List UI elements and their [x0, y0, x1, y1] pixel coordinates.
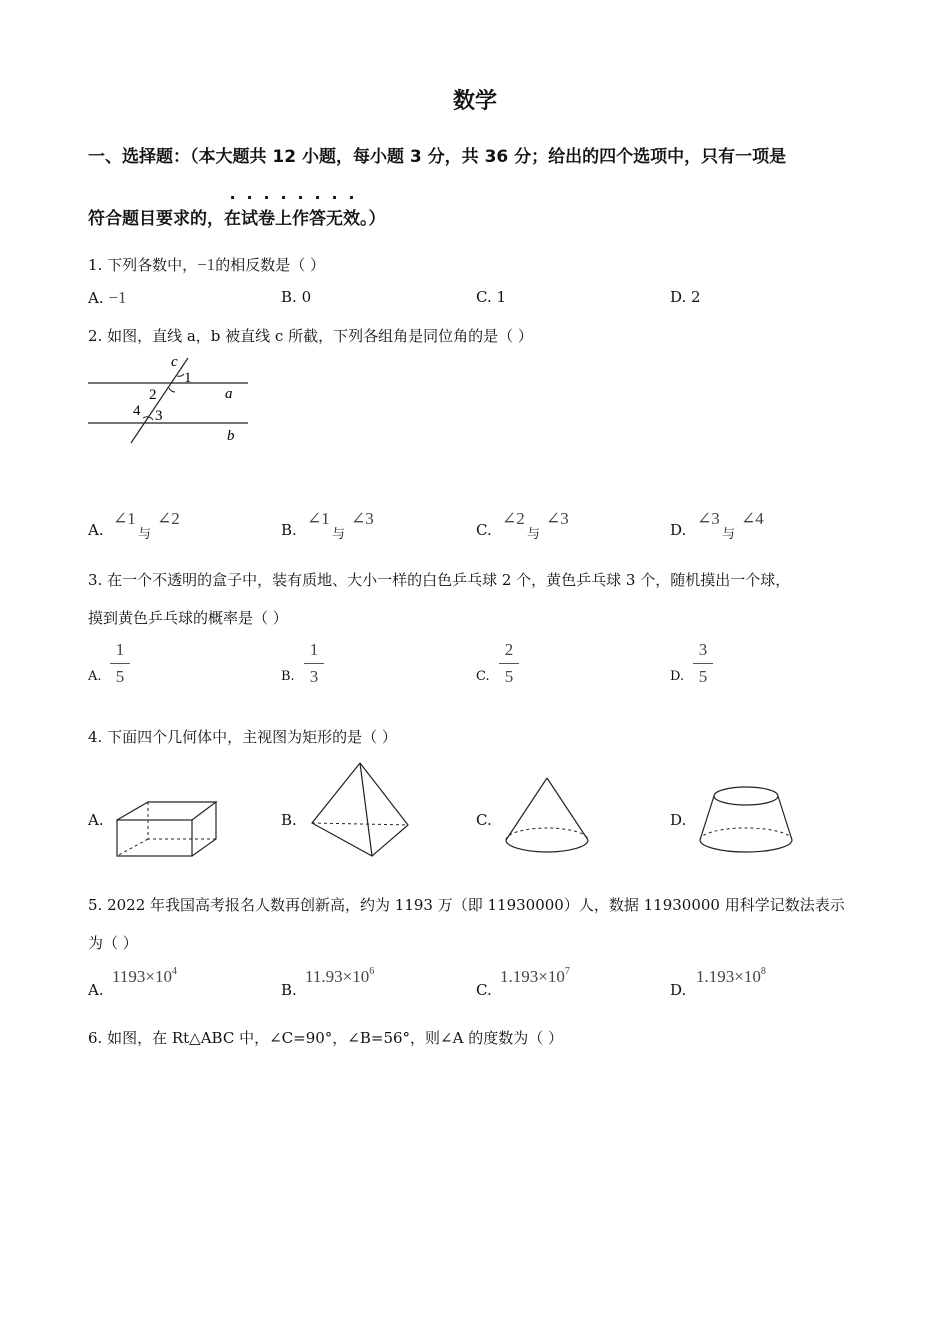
cuboid-figure — [110, 796, 222, 862]
section-heading-prefix: 符合题目要求的， — [88, 209, 224, 229]
fraction-bar — [304, 663, 324, 664]
q3-option-b-fraction — [304, 640, 324, 687]
frustum-figure — [694, 782, 798, 860]
option-value: 1 — [496, 288, 507, 306]
numerator: 1 — [115, 640, 125, 659]
q5-option-c-value — [500, 967, 570, 987]
question-3-line1: 3. 在一个不透明的盒子中，装有质地、大小一样的白色乒乓球 2 个，黄色乒乓球 3 个，随机摸出一个球， — [88, 571, 791, 589]
question-2-stem: 2. 如图，直线 a，b 被直线 c 所截，下列各组角是同位角的是（ ） — [88, 327, 533, 345]
numerator: 1 — [309, 640, 319, 659]
q1-option-c — [476, 288, 506, 306]
sci-base: 1.193×10 — [500, 967, 565, 986]
q2-option-b-right: ∠3 — [351, 509, 374, 528]
numerator: 2 — [504, 640, 514, 659]
denominator: 5 — [115, 667, 125, 686]
sci-exponent: 7 — [564, 966, 570, 977]
q2-option-c-joiner: 与 — [527, 527, 541, 542]
question-3-line2: 摸到黄色乒乓球的概率是（ ） — [88, 609, 288, 627]
emphasis-char: 答 — [309, 209, 326, 229]
q5-option-b-label: B. — [281, 981, 297, 999]
q2-option-b-joiner: 与 — [332, 527, 346, 542]
fraction-bar — [110, 663, 130, 664]
emphasis-char: 效 — [343, 209, 360, 229]
parallel-lines-figure — [85, 352, 255, 452]
question-5-line2: 为（ ） — [88, 934, 138, 952]
q2-option-d-left: ∠3 — [697, 509, 720, 528]
emphasis-char: 无 — [326, 209, 343, 229]
q4-option-a-label: A. — [88, 811, 104, 829]
option-value: 2 — [691, 288, 701, 306]
fraction-bar — [499, 663, 519, 664]
option-value: 0 — [301, 288, 312, 306]
question-6-stem: 6. 如图，在 Rt△ABC 中，∠C=90°，∠B=56°，则∠A 的度数为（ ） — [88, 1029, 563, 1047]
q2-option-d-joiner: 与 — [722, 527, 736, 542]
q2-option-b-left: ∠1 — [307, 509, 330, 528]
emphasis-char: 上 — [275, 209, 292, 229]
pyramid-figure — [305, 760, 415, 860]
question-1-text-b: 的相反数是（ ） — [215, 256, 325, 274]
option-value: −1 — [108, 288, 127, 307]
q2-option-d-label: D. — [670, 521, 687, 539]
q4-option-b-label: B. — [281, 811, 297, 829]
section-heading-line2 — [88, 204, 386, 229]
label-c: c — [171, 354, 178, 370]
emphasis-char: 在 — [224, 209, 241, 229]
emphasis-char: 试 — [241, 209, 258, 229]
option-label: C. — [476, 288, 492, 306]
sci-base: 1193×10 — [112, 967, 172, 986]
q2-option-a-right: ∠2 — [157, 509, 180, 528]
question-1-stem — [88, 254, 325, 275]
option-label: B. — [281, 288, 297, 306]
q2-option-a-joiner: 与 — [138, 527, 152, 542]
question-1-math: −1 — [197, 255, 216, 274]
fraction-bar — [693, 663, 713, 664]
q2-option-a-left: ∠1 — [113, 509, 136, 528]
q5-option-c-label: C. — [476, 981, 492, 999]
q5-option-a-value — [112, 967, 177, 987]
q3-option-b-label: B. — [281, 669, 295, 684]
q5-option-d-label: D. — [670, 981, 687, 999]
angle-arc — [177, 374, 184, 376]
label-3: 3 — [155, 408, 163, 424]
page-title: 数学 — [452, 89, 497, 114]
cone-figure — [500, 774, 594, 858]
q3-option-c-label: C. — [476, 669, 490, 684]
option-label: A. — [88, 289, 104, 307]
denominator: 5 — [504, 667, 514, 686]
q5-option-b-value — [305, 967, 374, 987]
q1-option-d — [670, 288, 701, 306]
sci-base: 1.193×10 — [696, 967, 761, 986]
q3-option-a-fraction — [110, 640, 130, 687]
label-a: a — [225, 386, 233, 402]
q1-option-b — [281, 288, 311, 306]
line-c — [131, 358, 188, 443]
denominator: 5 — [698, 667, 708, 686]
numerator: 3 — [698, 640, 708, 659]
q5-option-a-label: A. — [88, 981, 104, 999]
label-4: 4 — [133, 403, 141, 419]
sci-base: 11.93×10 — [305, 967, 370, 986]
denominator: 3 — [309, 667, 319, 686]
q2-option-d-right: ∠4 — [741, 509, 764, 528]
q2-option-c-label: C. — [476, 521, 492, 539]
q2-option-c-left: ∠2 — [502, 509, 525, 528]
q3-option-d-fraction — [693, 640, 713, 687]
q3-option-c-fraction — [499, 640, 519, 687]
label-2: 2 — [149, 387, 157, 403]
q2-option-c-right: ∠3 — [546, 509, 569, 528]
section-heading-suffix: 。） — [360, 209, 386, 229]
q3-option-d-label: D. — [670, 669, 685, 684]
q3-option-a-label: A. — [88, 669, 102, 684]
option-label: D. — [670, 288, 687, 306]
question-5-line1: 5. 2022 年我国高考报名人数再创新高，约为 1193 万（即 11930000）人，数据 11930000 用科学记数法表示 — [88, 896, 845, 914]
sci-exponent: 6 — [369, 966, 375, 977]
angle-arc — [169, 388, 175, 392]
emphasis-char: 卷 — [258, 209, 275, 229]
q5-option-d-value — [696, 967, 766, 987]
question-1-text-a: 1. 下列各数中， — [88, 256, 198, 274]
label-b: b — [227, 428, 235, 444]
emphasis-text — [224, 209, 360, 229]
q4-option-c-label: C. — [476, 811, 492, 829]
sci-exponent: 8 — [760, 966, 766, 977]
question-4-stem: 4. 下面四个几何体中，主视图为矩形的是（ ） — [88, 728, 397, 746]
q2-option-b-label: B. — [281, 521, 297, 539]
q4-option-d-label: D. — [670, 811, 687, 829]
emphasis-char: 作 — [292, 209, 309, 229]
label-1: 1 — [184, 370, 192, 386]
q1-option-a — [88, 288, 126, 308]
sci-exponent: 4 — [171, 966, 177, 977]
section-heading-line1: 一、选择题：（本大题共 12 小题，每小题 3 分，共 36 分；给出的四个选项中，只有一项是 — [88, 147, 787, 167]
q2-option-a-label: A. — [88, 521, 104, 539]
